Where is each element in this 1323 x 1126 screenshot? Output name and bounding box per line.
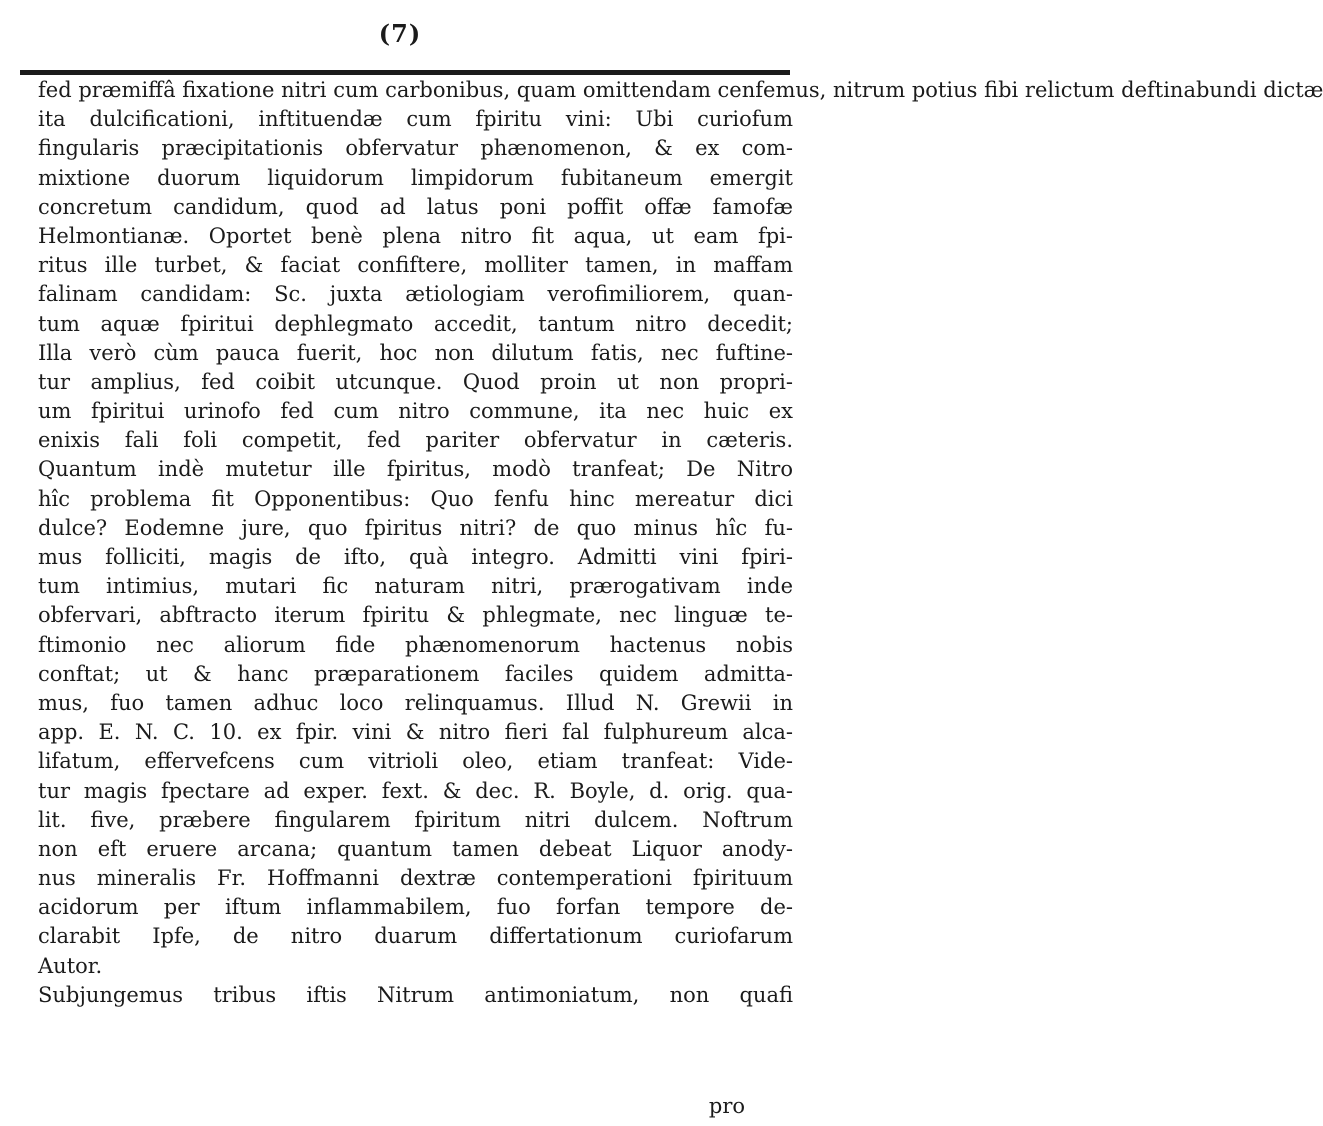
text-line: concretum candidum, quod ad latus poni poffit offæ famofæ xyxy=(38,194,793,219)
text-line: fed præmiffâ fixatione nitri cum carbonibus, quam omittendam cenfemus, nitrum potius fibi relictum deftinabundi dictæ xyxy=(38,78,1323,102)
text-line: obfervari, abftracto iterum fpiritu & phlegmate, nec linguæ te- xyxy=(38,603,793,628)
text-line: fingularis præcipitationis obfervatur phænomenon, & ex com- xyxy=(38,136,793,161)
text-line: lit. five, præbere fingularem fpiritum nitri dulcem. Noftrum xyxy=(38,807,793,832)
text-line: non eft eruere arcana; quantum tamen debeat Liquor anody- xyxy=(38,836,793,861)
text-line: clarabit Ipfe, de nitro duarum differtationum curiofarum xyxy=(38,924,793,949)
page-number: (7) xyxy=(378,19,422,48)
text-line: Helmontianæ. Oportet benè plena nitro fit aqua, ut eam fpi- xyxy=(38,223,793,248)
text-line: falinam candidam: Sc. juxta ætiologiam verofimiliorem, quan- xyxy=(38,282,793,307)
text-line: Quantum indè mutetur ille fpiritus, modò tranfeat; De Nitro xyxy=(38,457,793,482)
text-line: tum intimius, mutari fic naturam nitri, prærogativam inde xyxy=(38,574,793,599)
text-line: Autor. xyxy=(38,953,103,978)
text-line: mus, fuo tamen adhuc loco relinquamus. Illud N. Grewii in xyxy=(38,690,793,715)
text-line: tur amplius, fed coibit utcunque. Quod proin ut non propri- xyxy=(38,369,793,394)
text-line: ftimonio nec aliorum fide phænomenorum hactenus nobis xyxy=(38,632,793,657)
text-line: Subjungemus tribus iftis Nitrum antimoniatum, non quafi xyxy=(38,982,793,1007)
text-line: hîc problema fit Opponentibus: Quo fenfu hinc mereatur dici xyxy=(38,486,793,511)
text-line: conftat; ut & hanc præparationem faciles quidem admitta- xyxy=(38,661,793,686)
text-line: ita dulcificationi, inftituendæ cum fpiritu vini: Ubi curiofum xyxy=(38,107,793,132)
catchword: pro xyxy=(708,1094,745,1118)
page-header xyxy=(0,14,800,54)
text-line: acidorum per iftum inflammabilem, fuo forfan tempore de- xyxy=(38,895,793,920)
text-line: enixis fali foli competit, fed pariter obfervatur in cæteris. xyxy=(38,428,793,453)
text-line: um fpiritui urinofo fed cum nitro commune, ita nec huic ex xyxy=(38,399,793,424)
text-line: ritus ille turbet, & faciat confiftere, molliter tamen, in maffam xyxy=(38,253,793,278)
text-line: lifatum, effervefcens cum vitrioli oleo, etiam tranfeat: Vide- xyxy=(38,749,793,774)
text-line: mixtione duorum liquidorum limpidorum fubitaneum emergit xyxy=(38,165,793,190)
header-rule xyxy=(20,70,790,75)
text-line: nus mineralis Fr. Hoffmanni dextræ contemperationi fpirituum xyxy=(38,866,793,891)
text-line: app. E. N. C. 10. ex fpir. vini & nitro fieri fal fulphureum alca- xyxy=(38,720,793,745)
text-line: tur magis fpectare ad exper. fext. & dec. R. Boyle, d. orig. qua- xyxy=(38,778,793,803)
body-text xyxy=(38,76,1323,1010)
text-line: mus folliciti, magis de ifto, quà integro. Admitti vini fpiri- xyxy=(38,545,793,569)
text-line: Illa verò cùm pauca fuerit, hoc non dilutum fatis, nec fuftine- xyxy=(38,340,793,365)
text-line: dulce? Eodemne jure, quo fpiritus nitri? de quo minus hîc fu- xyxy=(38,515,793,540)
text-line: tum aquæ fpiritui dephlegmato accedit, tantum nitro decedit; xyxy=(38,311,793,336)
